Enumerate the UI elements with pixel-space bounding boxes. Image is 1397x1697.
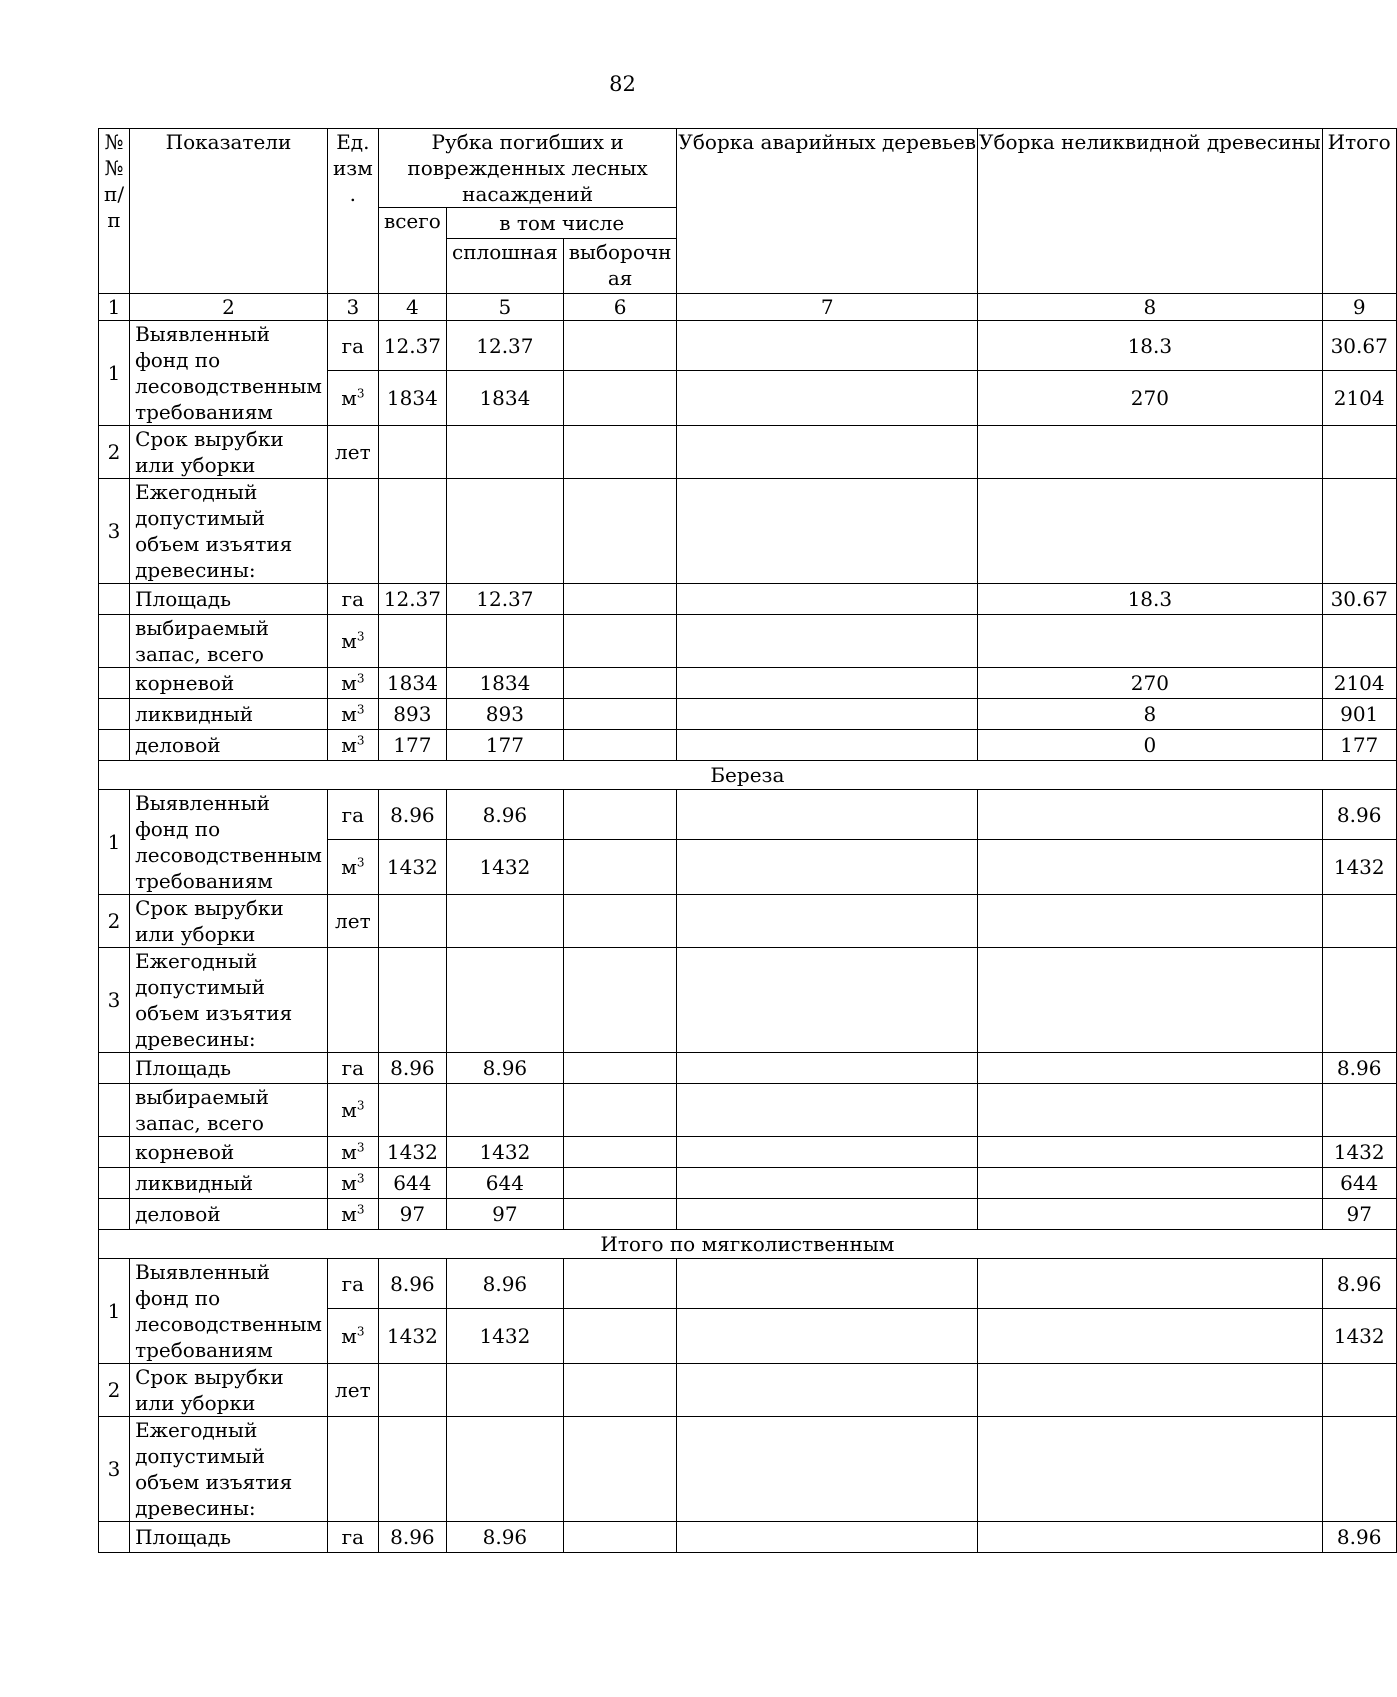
row-indicator: выбираемый запас, всего — [130, 615, 328, 668]
row-clear: 1834 — [447, 371, 564, 426]
row-total — [1322, 426, 1396, 479]
row-indicator: выбираемый запас, всего — [130, 1084, 328, 1137]
row-emergency — [677, 1259, 978, 1309]
row-clear — [447, 615, 564, 668]
unit-exponent: 3 — [356, 1140, 365, 1155]
table-row — [99, 948, 1397, 1053]
row-number — [99, 1199, 130, 1230]
row-selective — [563, 699, 677, 730]
row-nonliquid: 8 — [978, 699, 1323, 730]
header-total: Итого — [1322, 129, 1396, 294]
row-indicator: Срок вырубки или уборки — [130, 426, 328, 479]
row-number — [99, 1137, 130, 1168]
header-indicator: Показатели — [130, 129, 328, 294]
row-number — [99, 1053, 130, 1084]
row-emergency — [677, 371, 978, 426]
row-total-felling: 1834 — [378, 371, 446, 426]
row-unit: $м^3$ — [327, 371, 378, 426]
row-nonliquid — [978, 615, 1323, 668]
row-nonliquid: 270 — [978, 371, 1323, 426]
row-total: 8.96 — [1322, 1259, 1396, 1309]
row-nonliquid — [978, 1168, 1323, 1199]
table-row — [99, 1053, 1397, 1084]
row-number — [99, 1522, 130, 1553]
row-total: 2104 — [1322, 371, 1396, 426]
row-selective — [563, 1309, 677, 1364]
row-number: 2 — [99, 426, 130, 479]
row-unit — [327, 948, 378, 1053]
row-emergency — [677, 615, 978, 668]
row-clear: 97 — [447, 1199, 564, 1230]
table-row — [99, 1522, 1397, 1553]
row-nonliquid — [978, 1309, 1323, 1364]
row-indicator: Выявленный фонд по лесоводственным требованиям — [130, 790, 328, 895]
row-emergency — [677, 321, 978, 371]
row-total — [1322, 1084, 1396, 1137]
unit-exponent: 3 — [356, 702, 365, 717]
row-total — [1322, 948, 1396, 1053]
row-unit: га — [327, 321, 378, 371]
row-unit: $м^3$ — [327, 668, 378, 699]
row-total: 1432 — [1322, 1137, 1396, 1168]
row-indicator: Ежегодный допустимый объем изъятия древесины: — [130, 479, 328, 584]
table-row — [99, 584, 1397, 615]
row-selective — [563, 1364, 677, 1417]
row-total: 30.67 — [1322, 584, 1396, 615]
row-nonliquid — [978, 948, 1323, 1053]
row-nonliquid: 18.3 — [978, 321, 1323, 371]
row-total — [1322, 615, 1396, 668]
row-emergency — [677, 730, 978, 761]
row-unit: $м^3$ — [327, 1309, 378, 1364]
row-total: 8.96 — [1322, 1053, 1396, 1084]
row-unit: га — [327, 1259, 378, 1309]
row-total: 2104 — [1322, 668, 1396, 699]
table-row — [99, 1137, 1397, 1168]
row-emergency — [677, 699, 978, 730]
row-unit: $м^3$ — [327, 699, 378, 730]
row-unit: га — [327, 790, 378, 840]
column-number: 7 — [677, 294, 978, 321]
row-clear: 893 — [447, 699, 564, 730]
row-nonliquid — [978, 1053, 1323, 1084]
row-clear — [447, 948, 564, 1053]
row-clear — [447, 1417, 564, 1522]
row-total: 177 — [1322, 730, 1396, 761]
table-row — [99, 790, 1397, 840]
row-unit: лет — [327, 895, 378, 948]
row-emergency — [677, 1199, 978, 1230]
row-number: 1 — [99, 790, 130, 895]
row-unit: га — [327, 1522, 378, 1553]
table-row — [99, 668, 1397, 699]
row-number: 3 — [99, 1417, 130, 1522]
row-selective — [563, 426, 677, 479]
row-indicator: Ежегодный допустимый объем изъятия древесины: — [130, 1417, 328, 1522]
row-number — [99, 699, 130, 730]
row-total: 97 — [1322, 1199, 1396, 1230]
row-total — [1322, 479, 1396, 584]
row-clear: 1432 — [447, 1309, 564, 1364]
row-nonliquid — [978, 426, 1323, 479]
row-selective — [563, 584, 677, 615]
unit-exponent: 3 — [356, 1098, 365, 1113]
unit-exponent: 3 — [356, 1202, 365, 1217]
row-total: 8.96 — [1322, 790, 1396, 840]
row-unit: $м^3$ — [327, 840, 378, 895]
row-unit: $м^3$ — [327, 1199, 378, 1230]
row-total-felling: 1432 — [378, 840, 446, 895]
table-row — [99, 479, 1397, 584]
row-selective — [563, 479, 677, 584]
row-selective — [563, 1259, 677, 1309]
row-clear: 1432 — [447, 1137, 564, 1168]
row-number — [99, 668, 130, 699]
row-number: 2 — [99, 1364, 130, 1417]
row-unit: лет — [327, 426, 378, 479]
row-emergency — [677, 790, 978, 840]
header-unit: Ед. изм . — [327, 129, 378, 294]
unit-exponent: 3 — [356, 671, 365, 686]
row-clear — [447, 1364, 564, 1417]
row-total-felling — [378, 1364, 446, 1417]
row-indicator: Площадь — [130, 1053, 328, 1084]
row-emergency — [677, 1522, 978, 1553]
row-emergency — [677, 840, 978, 895]
row-clear: 8.96 — [447, 790, 564, 840]
row-nonliquid — [978, 1137, 1323, 1168]
row-total-felling: 8.96 — [378, 790, 446, 840]
row-selective — [563, 895, 677, 948]
row-selective — [563, 615, 677, 668]
row-nonliquid — [978, 1084, 1323, 1137]
row-total-felling — [378, 948, 446, 1053]
row-nonliquid — [978, 1364, 1323, 1417]
row-emergency — [677, 479, 978, 584]
header-emergency: Уборка аварийных деревьев — [677, 129, 978, 294]
section-title-row — [99, 761, 1397, 790]
row-total: 8.96 — [1322, 1522, 1396, 1553]
row-emergency — [677, 1084, 978, 1137]
row-total-felling: 8.96 — [378, 1053, 446, 1084]
row-clear: 8.96 — [447, 1053, 564, 1084]
row-number — [99, 1084, 130, 1137]
column-number: 9 — [1322, 294, 1396, 321]
row-clear: 12.37 — [447, 584, 564, 615]
row-total-felling: 1432 — [378, 1137, 446, 1168]
header-total-felling: всего — [378, 208, 446, 294]
header-including: в том числе — [447, 208, 677, 239]
row-indicator: Выявленный фонд по лесоводственным требованиям — [130, 321, 328, 426]
row-total — [1322, 895, 1396, 948]
row-total-felling — [378, 1084, 446, 1137]
column-number-row — [99, 294, 1397, 321]
header-selective: выборочн ая — [563, 239, 677, 294]
row-clear: 8.96 — [447, 1522, 564, 1553]
row-clear: 1834 — [447, 668, 564, 699]
row-clear: 644 — [447, 1168, 564, 1199]
row-clear: 12.37 — [447, 321, 564, 371]
header-no: № № п/п — [99, 129, 130, 294]
row-emergency — [677, 1137, 978, 1168]
column-number: 3 — [327, 294, 378, 321]
row-number: 2 — [99, 895, 130, 948]
row-selective — [563, 1053, 677, 1084]
row-nonliquid — [978, 840, 1323, 895]
column-number: 6 — [563, 294, 677, 321]
row-number — [99, 584, 130, 615]
table-row — [99, 730, 1397, 761]
row-total-felling — [378, 615, 446, 668]
unit-exponent: 3 — [356, 629, 365, 644]
row-selective — [563, 790, 677, 840]
row-emergency — [677, 1053, 978, 1084]
row-indicator: ликвидный — [130, 699, 328, 730]
table-row — [99, 1364, 1397, 1417]
row-total-felling: 1432 — [378, 1309, 446, 1364]
column-number: 8 — [978, 294, 1323, 321]
row-nonliquid — [978, 1199, 1323, 1230]
row-total — [1322, 1364, 1396, 1417]
header-felling-group: Рубка погибших и поврежденных лесных насаждений — [378, 129, 677, 208]
table-row — [99, 426, 1397, 479]
unit-exponent: 3 — [356, 386, 365, 401]
row-unit: га — [327, 1053, 378, 1084]
unit-exponent: 3 — [356, 733, 365, 748]
row-indicator: Срок вырубки или уборки — [130, 895, 328, 948]
row-total: 30.67 — [1322, 321, 1396, 371]
row-total: 644 — [1322, 1168, 1396, 1199]
row-total: 1432 — [1322, 1309, 1396, 1364]
row-total — [1322, 1417, 1396, 1522]
row-total: 1432 — [1322, 840, 1396, 895]
table-row — [99, 1259, 1397, 1309]
table-row — [99, 895, 1397, 948]
row-indicator: Площадь — [130, 1522, 328, 1553]
header-clear: сплошная — [447, 239, 564, 294]
row-selective — [563, 668, 677, 699]
row-clear — [447, 479, 564, 584]
row-total-felling: 177 — [378, 730, 446, 761]
table-row — [99, 1084, 1397, 1137]
column-number: 4 — [378, 294, 446, 321]
row-total-felling: 8.96 — [378, 1522, 446, 1553]
row-indicator: Выявленный фонд по лесоводственным требованиям — [130, 1259, 328, 1364]
row-clear — [447, 1084, 564, 1137]
header-row — [99, 129, 1397, 208]
row-selective — [563, 948, 677, 1053]
row-emergency — [677, 948, 978, 1053]
column-number: 1 — [99, 294, 130, 321]
row-nonliquid: 270 — [978, 668, 1323, 699]
row-total-felling: 97 — [378, 1199, 446, 1230]
row-indicator: деловой — [130, 730, 328, 761]
page-number: 82 — [609, 72, 636, 96]
table-row — [99, 615, 1397, 668]
row-nonliquid — [978, 895, 1323, 948]
row-selective — [563, 1084, 677, 1137]
header-nonliquid: Уборка неликвидной древесины — [978, 129, 1323, 294]
row-unit: $м^3$ — [327, 1168, 378, 1199]
row-number — [99, 730, 130, 761]
row-total-felling — [378, 479, 446, 584]
row-selective — [563, 840, 677, 895]
row-indicator: Площадь — [130, 584, 328, 615]
row-emergency — [677, 1417, 978, 1522]
row-total-felling: 12.37 — [378, 584, 446, 615]
row-emergency — [677, 1168, 978, 1199]
section-title: Итого по мягколиственным — [99, 1230, 1397, 1259]
felling-table — [98, 128, 1397, 1553]
row-indicator: деловой — [130, 1199, 328, 1230]
row-selective — [563, 321, 677, 371]
row-total-felling: 893 — [378, 699, 446, 730]
row-total-felling: 1834 — [378, 668, 446, 699]
row-selective — [563, 371, 677, 426]
row-number: 3 — [99, 479, 130, 584]
row-clear — [447, 426, 564, 479]
row-nonliquid — [978, 1522, 1323, 1553]
row-clear: 8.96 — [447, 1259, 564, 1309]
row-indicator: Ежегодный допустимый объем изъятия древесины: — [130, 948, 328, 1053]
row-selective — [563, 1522, 677, 1553]
row-indicator: Срок вырубки или уборки — [130, 1364, 328, 1417]
row-emergency — [677, 1309, 978, 1364]
table-row — [99, 1168, 1397, 1199]
row-nonliquid — [978, 790, 1323, 840]
row-unit: $м^3$ — [327, 615, 378, 668]
row-clear: 1432 — [447, 840, 564, 895]
row-number: 3 — [99, 948, 130, 1053]
row-selective — [563, 1137, 677, 1168]
row-total-felling — [378, 895, 446, 948]
row-total-felling — [378, 426, 446, 479]
table-row — [99, 1417, 1397, 1522]
row-nonliquid — [978, 1259, 1323, 1309]
table-row — [99, 321, 1397, 371]
row-indicator: ликвидный — [130, 1168, 328, 1199]
row-indicator: корневой — [130, 1137, 328, 1168]
row-unit — [327, 1417, 378, 1522]
table-row — [99, 699, 1397, 730]
row-unit — [327, 479, 378, 584]
row-indicator: корневой — [130, 668, 328, 699]
section-title: Береза — [99, 761, 1397, 790]
row-number — [99, 1168, 130, 1199]
row-number: 1 — [99, 321, 130, 426]
row-selective — [563, 730, 677, 761]
unit-exponent: 3 — [356, 1324, 365, 1339]
row-total-felling — [378, 1417, 446, 1522]
row-selective — [563, 1199, 677, 1230]
table-row — [99, 1199, 1397, 1230]
row-unit: га — [327, 584, 378, 615]
row-nonliquid: 0 — [978, 730, 1323, 761]
row-total-felling: 8.96 — [378, 1259, 446, 1309]
row-number — [99, 615, 130, 668]
row-clear — [447, 895, 564, 948]
row-unit: $м^3$ — [327, 1137, 378, 1168]
column-number: 5 — [447, 294, 564, 321]
row-emergency — [677, 668, 978, 699]
row-total-felling: 12.37 — [378, 321, 446, 371]
row-selective — [563, 1417, 677, 1522]
row-unit: $м^3$ — [327, 1084, 378, 1137]
column-number: 2 — [130, 294, 328, 321]
row-emergency — [677, 1364, 978, 1417]
row-total-felling: 644 — [378, 1168, 446, 1199]
row-clear: 177 — [447, 730, 564, 761]
row-emergency — [677, 426, 978, 479]
row-selective — [563, 1168, 677, 1199]
unit-exponent: 3 — [356, 1171, 365, 1186]
row-nonliquid: 18.3 — [978, 584, 1323, 615]
row-nonliquid — [978, 479, 1323, 584]
row-emergency — [677, 895, 978, 948]
row-unit: лет — [327, 1364, 378, 1417]
row-number: 1 — [99, 1259, 130, 1364]
row-total: 901 — [1322, 699, 1396, 730]
row-unit: $м^3$ — [327, 730, 378, 761]
section-title-row — [99, 1230, 1397, 1259]
unit-exponent: 3 — [356, 855, 365, 870]
row-emergency — [677, 584, 978, 615]
row-nonliquid — [978, 1417, 1323, 1522]
